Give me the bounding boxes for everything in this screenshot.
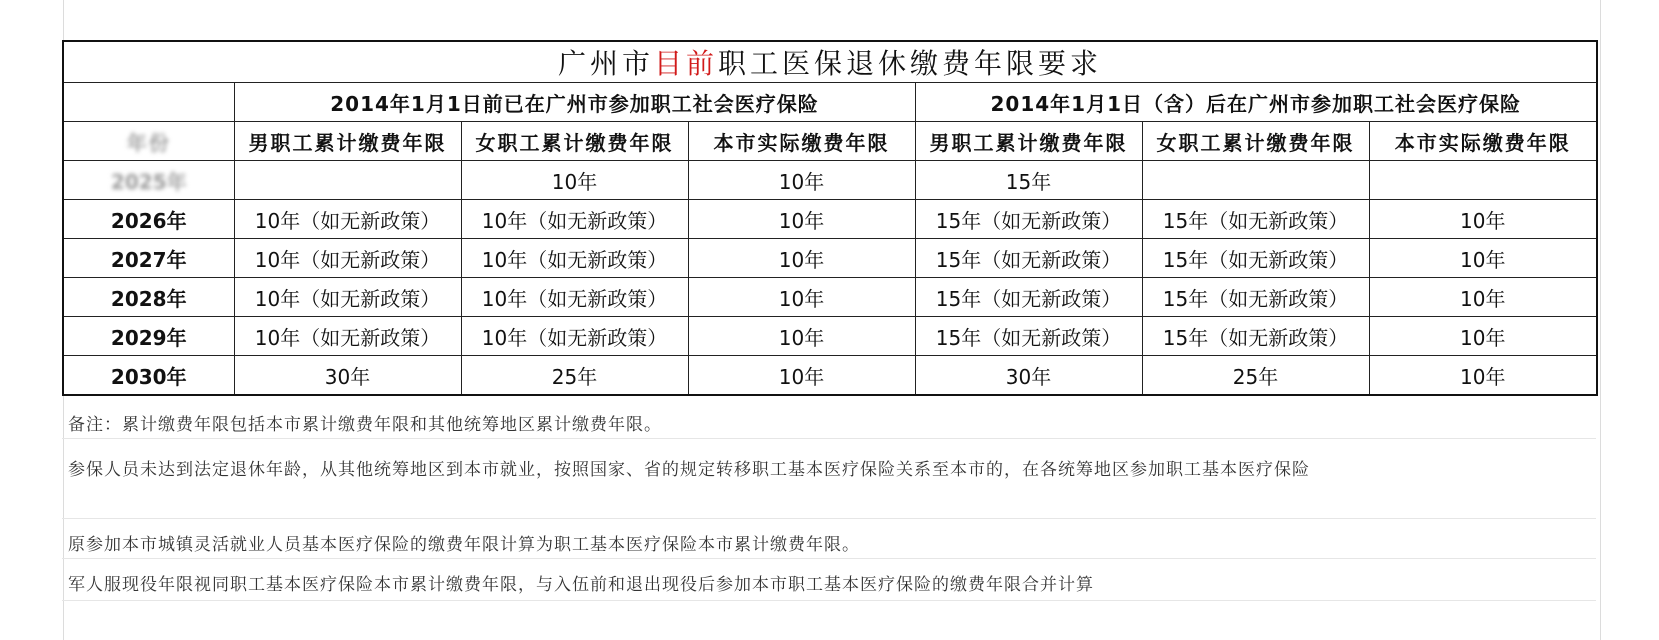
table-cell: 10年（如无新政策）: [461, 317, 688, 356]
table-cell: 30年: [915, 356, 1142, 396]
group-header-after-2014: 2014年1月1日（含）后在广州市参加职工社会医疗保险: [915, 83, 1597, 122]
table-row: [63, 356, 1597, 396]
table-cell: 10年: [688, 200, 915, 239]
table-cell: 10年（如无新政策）: [234, 200, 461, 239]
col-header: 男职工累计缴费年限: [234, 122, 461, 161]
table-cell: 10年（如无新政策）: [461, 200, 688, 239]
table-cell: 10年: [688, 239, 915, 278]
row-divider: [62, 558, 1596, 559]
group-header-before-2014: 2014年1月1日前已在广州市参加职工社会医疗保险: [234, 83, 915, 122]
table-cell: 15年: [915, 161, 1142, 200]
row-year: 2027年: [63, 239, 234, 278]
table-cell: 10年: [1369, 200, 1597, 239]
table-cell: 10年: [1369, 317, 1597, 356]
table-cell: 30年: [234, 356, 461, 396]
table-cell: 10年: [688, 161, 915, 200]
title-part2: 职工医保退休缴费年限要求: [718, 47, 1103, 80]
group-header-empty: [63, 83, 234, 122]
row-year: 2029年: [63, 317, 234, 356]
table-cell: 15年（如无新政策）: [1142, 278, 1369, 317]
table-row: [63, 278, 1597, 317]
table-cell: 15年（如无新政策）: [915, 317, 1142, 356]
table-row: [63, 200, 1597, 239]
note-line: 原参加本市城镇灵活就业人员基本医疗保险的缴费年限计算为职工基本医疗保险本市累计缴费年限。: [68, 535, 860, 555]
year-column-label: 年份: [126, 130, 171, 155]
table-cell: 15年（如无新政策）: [1142, 200, 1369, 239]
row-divider: [62, 600, 1596, 601]
col-header: 本市实际缴费年限: [688, 122, 915, 161]
table-cell: 15年（如无新政策）: [915, 278, 1142, 317]
table-cell: 10年: [688, 356, 915, 396]
table-cell: 10年（如无新政策）: [461, 278, 688, 317]
year-column-header: [63, 122, 234, 161]
note-line: 参保人员未达到法定退休年龄，从其他统筹地区到本市就业，按照国家、省的规定转移职工基本医疗保险关系至本市的，在各统筹地区参加职工基本医疗保险: [68, 460, 1310, 480]
table-cell: 15年（如无新政策）: [915, 239, 1142, 278]
table-cell: 10年（如无新政策）: [461, 239, 688, 278]
row-year: 2026年: [63, 200, 234, 239]
row-year-blurred: 2025年: [110, 169, 187, 194]
table-cell: 10年: [688, 278, 915, 317]
col-header: 女职工累计缴费年限: [461, 122, 688, 161]
title-highlight: 目前: [654, 47, 719, 80]
table-row: [63, 161, 1597, 200]
table-cell: 25年: [461, 356, 688, 396]
table-cell: [1142, 161, 1369, 200]
table-cell: 10年: [1369, 239, 1597, 278]
table-cell: 10年: [461, 161, 688, 200]
row-year: [63, 161, 234, 200]
table-row: [63, 317, 1597, 356]
table-cell: 15年（如无新政策）: [915, 200, 1142, 239]
table-cell: 15年（如无新政策）: [1142, 239, 1369, 278]
table-cell: 10年（如无新政策）: [234, 317, 461, 356]
retirement-contribution-table: [62, 40, 1598, 396]
note-line: 备注：累计缴费年限包括本市累计缴费年限和其他统筹地区累计缴费年限。: [68, 415, 662, 435]
table-cell: 10年: [688, 317, 915, 356]
table-cell: 10年（如无新政策）: [234, 239, 461, 278]
row-year: 2028年: [63, 278, 234, 317]
table-cell: 10年: [1369, 278, 1597, 317]
table-cell: 15年（如无新政策）: [1142, 317, 1369, 356]
table-cell: [1369, 161, 1597, 200]
table-cell: 25年: [1142, 356, 1369, 396]
col-header: 本市实际缴费年限: [1369, 122, 1597, 161]
table-cell: 10年: [1369, 356, 1597, 396]
row-divider: [62, 518, 1596, 519]
col-header: 女职工累计缴费年限: [1142, 122, 1369, 161]
note-line: 军人服现役年限视同职工基本医疗保险本市累计缴费年限，与入伍前和退出现役后参加本市职工基本医疗保险的缴费年限合并计算: [68, 575, 1094, 595]
table-row: [63, 239, 1597, 278]
table-cell: 10年（如无新政策）: [234, 278, 461, 317]
row-year: 2030年: [63, 356, 234, 396]
col-header: 男职工累计缴费年限: [915, 122, 1142, 161]
title-part1: 广州市: [558, 47, 655, 80]
row-divider: [62, 438, 1596, 439]
table-cell: [234, 161, 461, 200]
table-title: [63, 41, 1597, 83]
